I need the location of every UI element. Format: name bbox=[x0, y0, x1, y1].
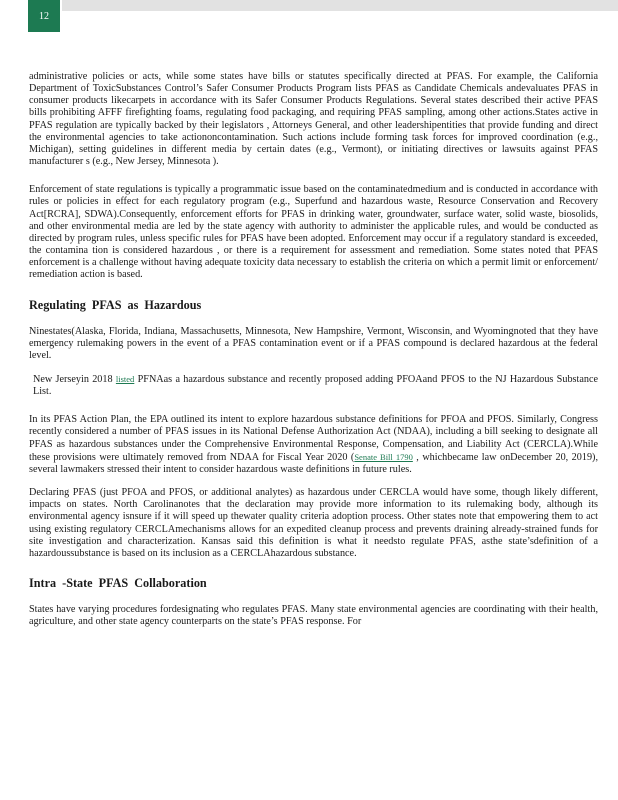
listed-link[interactable]: listed bbox=[115, 373, 135, 384]
paragraph bbox=[29, 373, 598, 398]
document-body bbox=[29, 71, 598, 639]
paragraph-text: PFNAas a hazardous substance and recently proposed adding PFOAand PFOS to the NJ Hazardous Substance List. bbox=[33, 373, 598, 398]
senate-bill-link[interactable]: Senate Bill 1790 bbox=[354, 451, 413, 462]
paragraph-text: , whichbecame law onDecember 20, 2019), several lawmakers stressed their intent to consider hazardous waste definitions in future rules. bbox=[29, 451, 598, 475]
paragraph: States have varying procedures fordesignating who regulates PFAS. Many state environmental agencies are coordinating with their health, agriculture, and other state agency counterparts on the state’s PFAS response. For bbox=[29, 604, 598, 628]
paragraph bbox=[29, 414, 598, 476]
paragraph-text: In its PFAS Action Plan, the EPA outlined its intent to explore hazardous substance definitions for PFOA and PFOS. Similarly, Congress recently considered a number of PFAS issues in its National Defense Authorization Act (NDAA), including a bill seeking to designate all PFAS as hazardous substances under the Comprehensive Environmental Response, Compensation, and Liability Act (CERCLA).While these provisions were ultimately removed from NDAA for Fiscal Year 2020 ( bbox=[29, 414, 598, 463]
page-number-badge bbox=[28, 0, 60, 32]
paragraph: Declaring PFAS (just PFOA and PFOS, or additional analytes) as hazardous under CERCLA would have some, though likely different, impacts on states. North Carolinanotes that the declaration may provide more information to its rulemaking body, although its environmental agency isnsure if it will speed up thewater quality criteria adoption process. Other states note that empowering them to act using existing regulatory CERCLAmechanisms allows for an expedited cleanup process and prevents draining already-strained funds for site investigation and characterization. Kansas said this definition is what it needsto regulate PFAS, asthe state’sdefinition of a hazardoussubstance is based on its inclusion as a CERCLAhazardous substance. bbox=[29, 487, 598, 559]
header-bar bbox=[62, 0, 618, 11]
section-heading: Regulating PFAS as Hazardous bbox=[29, 297, 202, 312]
paragraph-text: New Jerseyin 2018 bbox=[33, 373, 116, 385]
page-number: 12 bbox=[39, 10, 49, 22]
paragraph: administrative policies or acts, while some states have bills or statutes specifically directed at PFAS. For example, the California Department of ToxicSubstances Control’s Safer Consumer Products Program lists PFAS as Candidate Chemicals andevaluates PFAS in consumer products likecarpets in accordance with its Safer Consumer Products Regulations. Several states described their active PFAS bills prohibiting AFFF firefighting foams, regulating food packaging, and requiring PFAS sampling, among other actions.States active in PFAS regulation are typically backed by their legislators , Attorneys General, and other leadershipentities that provide funding and direct the environmental agencies to take actiononcontamination. Such actions include forming task forces for improved coordination (e.g., Michigan), setting guidelines in different media by certain dates (e.g., Vermont), or initiating directives or lawsuits against PFAS manufacturer s (e.g., New Jersey, Minnesota ). bbox=[29, 71, 598, 168]
paragraph: Enforcement of state regulations is typically a programmatic issue based on the contaminatedmedium and is conducted in accordance with rules or policies in effect for each regulatory program (e.g., Superfund and hazardous waste, Resource Conservation and Recovery Act[RCRA], SDWA).Consequently, enforcement efforts for PFAS in drinking water, groundwater, surface water, solid waste, biosolids, and other environmental media are led by the state agency with authority to administer the applicable rules, and would be conducted as directed by program rules, unless specific rules for PFAS have been adopted. Enforcement may occur if a regulatory standard is exceeded, the contamina tion is considered hazardous , or there is a requirement for assessment and remediation. Some states noted that PFAS enforcement is a challenge without having adequate toxicity data necessary to establish the criteria on which a permit limit or enforcement/ remediation action is based. bbox=[29, 184, 598, 281]
section-heading: Intra -State PFAS Collaboration bbox=[29, 576, 207, 590]
paragraph: Ninestates(Alaska, Florida, Indiana, Massachusetts, Minnesota, New Hampshire, Vermont, Wisconsin, and Wyomingnoted that they have emergency rulemaking powers in the event of a PFAS contamination event or if a PFAS compound is declared hazardous at the federal level. bbox=[29, 325, 598, 361]
